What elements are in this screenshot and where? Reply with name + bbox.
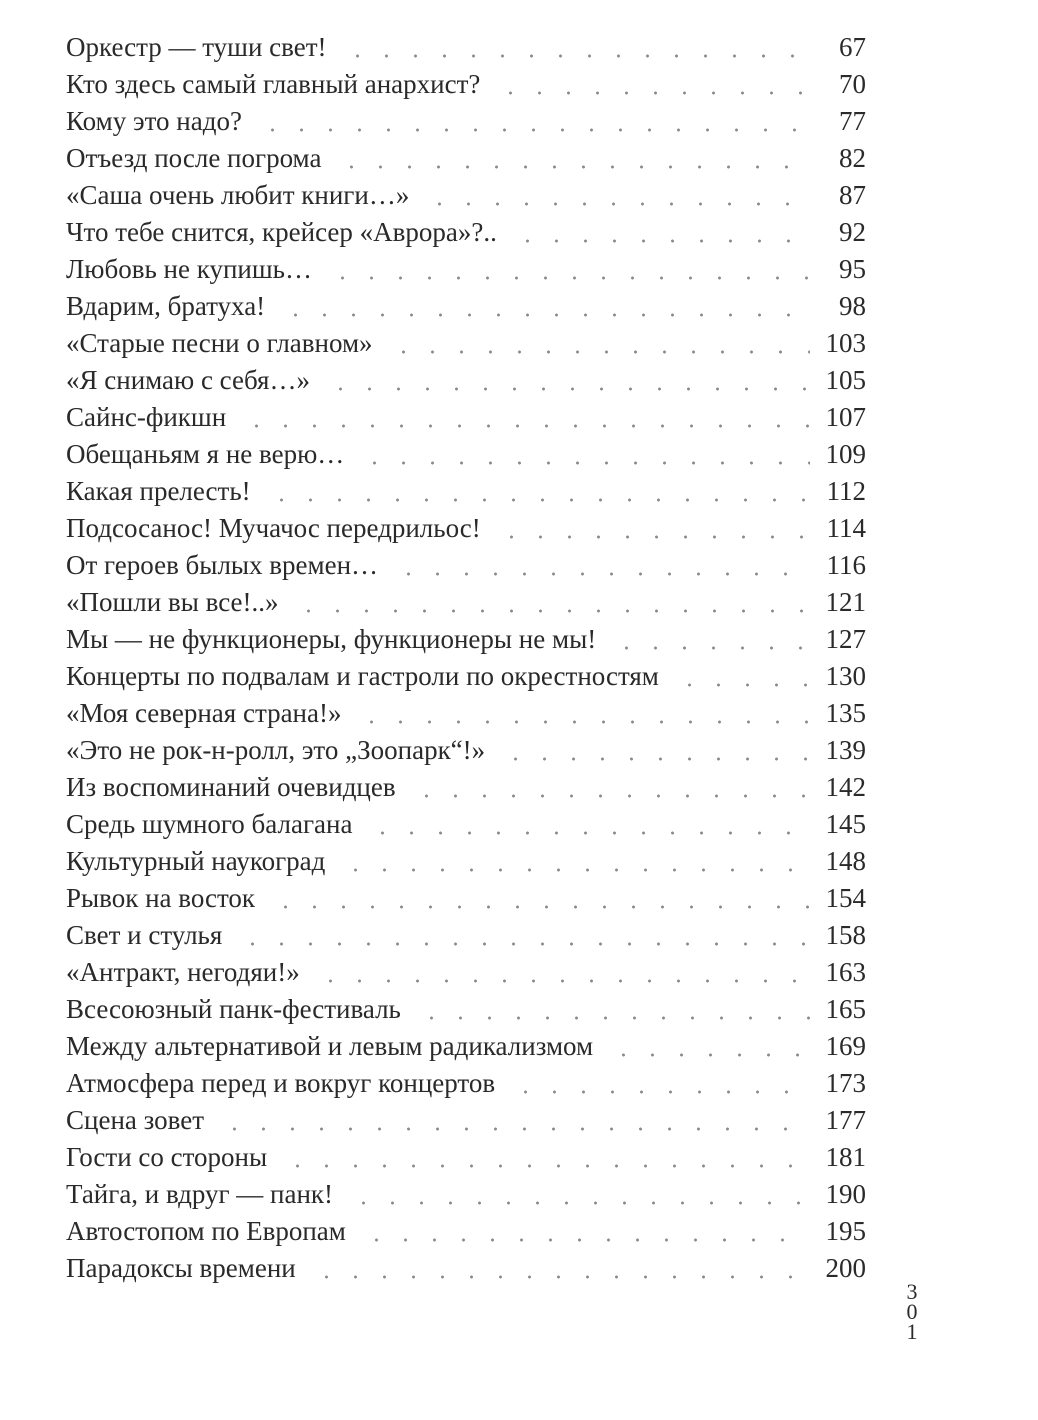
dot-leader <box>412 794 810 798</box>
toc-entry-title: Культурный наукоград <box>66 846 326 876</box>
toc-entry-page: 67 <box>839 32 866 62</box>
toc-entry-title: «Саша очень любит книги…» <box>66 180 410 210</box>
toc-entry <box>66 325 866 362</box>
dot-leader <box>362 1238 810 1242</box>
toc-entry-page: 109 <box>825 439 866 469</box>
dot-leader <box>513 239 810 243</box>
toc-entry-title: Рывок на восток <box>66 883 256 913</box>
toc-entry-title: От героев былых времен… <box>66 550 379 580</box>
toc-entry-page: 95 <box>839 254 866 284</box>
toc-entry <box>66 658 866 695</box>
toc-entry <box>66 806 866 843</box>
dot-leader <box>258 128 810 132</box>
page-number-digit: 3 <box>906 1279 918 1304</box>
toc-entry-page: 165 <box>825 994 866 1024</box>
toc-entry <box>66 584 866 621</box>
toc-entry-title: Кто здесь самый главный анархист? <box>66 69 481 99</box>
toc-entry <box>66 880 866 917</box>
toc-entry <box>66 1028 866 1065</box>
toc-entry <box>66 917 866 954</box>
toc-entry <box>66 695 866 732</box>
toc-entry-page: 148 <box>825 846 866 876</box>
toc-entry-title: Сайнс-фикшн <box>66 402 227 432</box>
dot-leader <box>242 424 810 428</box>
toc-entry-page: 142 <box>825 772 866 802</box>
toc-entry <box>66 1065 866 1102</box>
dot-leader <box>501 757 810 761</box>
toc-entry-title: Атмосфера перед и вокруг концертов <box>66 1068 496 1098</box>
toc-entry-title: Подсосанос! Мучачос передрильос! <box>66 513 481 543</box>
toc-entry-title: Автостопом по Европам <box>66 1216 346 1246</box>
toc-entry-page: 98 <box>839 291 866 321</box>
toc-entry-title: Гости со стороны <box>66 1142 268 1172</box>
toc-entry <box>66 621 866 658</box>
dot-leader <box>368 831 810 835</box>
dot-leader <box>281 313 810 317</box>
toc-entry-title: Парадоксы времени <box>66 1253 296 1283</box>
toc-entry-page: 82 <box>839 143 866 173</box>
dot-leader <box>675 683 810 687</box>
toc-entry-page: 190 <box>825 1179 866 1209</box>
toc-entry-title: Кому это надо? <box>66 106 242 136</box>
toc-entry-title: «Моя северная страна!» <box>66 698 342 728</box>
toc-entry-title: Какая прелесть! <box>66 476 251 506</box>
dot-leader <box>612 646 810 650</box>
toc-entry-title: Сцена зовет <box>66 1105 205 1135</box>
toc-entry-title: Тайга, и вдруг — панк! <box>66 1179 334 1209</box>
toc-entry-page: 135 <box>825 698 866 728</box>
toc-entry-page: 139 <box>825 735 866 765</box>
toc-entry <box>66 362 866 399</box>
toc-entry-page: 87 <box>839 180 866 210</box>
toc-entry <box>66 1102 866 1139</box>
dot-leader <box>220 1127 810 1131</box>
dot-leader <box>394 572 810 576</box>
toc-entry-title: Свет и стулья <box>66 920 223 950</box>
toc-entry-page: 181 <box>825 1142 866 1172</box>
dot-leader <box>341 868 810 872</box>
toc-entry-page: 92 <box>839 217 866 247</box>
dot-leader <box>294 609 810 613</box>
toc-entry-title: Средь шумного балагана <box>66 809 353 839</box>
dot-leader <box>271 905 810 909</box>
toc-entry-page: 163 <box>825 957 866 987</box>
toc-entry-page: 145 <box>825 809 866 839</box>
toc-entry-title: Всесоюзный панк-фестиваль <box>66 994 401 1024</box>
toc-entry <box>66 510 866 547</box>
toc-entry-page: 112 <box>826 476 866 506</box>
toc-entry <box>66 473 866 510</box>
toc-entry-title: «Это не рок-н-ролл, это „Зоопарк“!» <box>66 735 486 765</box>
page-number-digit: 0 <box>906 1299 918 1324</box>
toc-entry-page: 127 <box>825 624 866 654</box>
toc-entry-title: Отъезд после погрома <box>66 143 322 173</box>
toc-entry <box>66 769 866 806</box>
toc-entry-page: 70 <box>839 69 866 99</box>
toc-entry-page: 158 <box>825 920 866 950</box>
toc-entry-page: 121 <box>825 587 866 617</box>
toc-entry-title: Любовь не купишь… <box>66 254 312 284</box>
toc-entry-page: 169 <box>825 1031 866 1061</box>
page-number <box>900 1279 924 1344</box>
toc-entry-title: «Антракт, негодяи!» <box>66 957 300 987</box>
toc-entry <box>66 103 866 140</box>
toc-entry <box>66 177 866 214</box>
dot-leader <box>316 979 810 983</box>
toc-entry <box>66 1213 866 1250</box>
toc-entry-page: 195 <box>825 1216 866 1246</box>
toc-entry-page: 105 <box>825 365 866 395</box>
dot-leader <box>312 1275 810 1279</box>
toc-entry-title: Мы — не функционеры, функционеры не мы! <box>66 624 597 654</box>
toc-entry-page: 154 <box>825 883 866 913</box>
toc-entry <box>66 1139 866 1176</box>
toc-entry <box>66 66 866 103</box>
toc-entry <box>66 991 866 1028</box>
toc-entry <box>66 140 866 177</box>
toc-entry <box>66 547 866 584</box>
toc-entry <box>66 251 866 288</box>
dot-leader <box>496 91 810 95</box>
toc-entry-title: Что тебе снится, крейсер «Аврора»?.. <box>66 217 497 247</box>
toc-entry <box>66 1176 866 1213</box>
toc-entry <box>66 214 866 251</box>
table-of-contents <box>66 29 866 1287</box>
toc-entry-page: 173 <box>825 1068 866 1098</box>
dot-leader <box>497 535 810 539</box>
dot-leader <box>267 498 810 502</box>
toc-entry-page: 116 <box>826 550 866 580</box>
dot-leader <box>349 1201 810 1205</box>
dot-leader <box>417 1016 810 1020</box>
toc-entry-title: Вдарим, братуха! <box>66 291 266 321</box>
toc-entry <box>66 843 866 880</box>
toc-entry-title: «Я снимаю с себя…» <box>66 365 310 395</box>
toc-entry <box>66 436 866 473</box>
toc-entry-page: 130 <box>825 661 866 691</box>
dot-leader <box>238 942 810 946</box>
dot-leader <box>328 276 810 280</box>
toc-entry-title: Из воспоминаний очевидцев <box>66 772 396 802</box>
dot-leader <box>389 350 810 354</box>
toc-entry <box>66 29 866 66</box>
toc-entry-page: 77 <box>839 106 866 136</box>
toc-entry-title: Между альтернативой и левым радикализмом <box>66 1031 594 1061</box>
toc-entry-page: 114 <box>826 513 866 543</box>
dot-leader <box>326 387 810 391</box>
toc-entry-page: 177 <box>825 1105 866 1135</box>
dot-leader <box>343 54 811 58</box>
toc-entry-page: 107 <box>825 402 866 432</box>
dot-leader <box>360 461 810 465</box>
toc-entry-page: 103 <box>825 328 866 358</box>
toc-entry-title: Оркестр — туши свет! <box>66 32 327 62</box>
toc-entry-page: 200 <box>825 1253 866 1283</box>
dot-leader <box>283 1164 810 1168</box>
toc-entry-title: Концерты по подвалам и гастроли по окрестностям <box>66 661 659 691</box>
toc-entry <box>66 399 866 436</box>
toc-entry-title: «Пошли вы все!..» <box>66 587 279 617</box>
dot-leader <box>511 1090 810 1094</box>
page-number-digit: 1 <box>906 1319 918 1344</box>
toc-entry <box>66 288 866 325</box>
toc-entry <box>66 1250 866 1287</box>
dot-leader <box>425 202 810 206</box>
dot-leader <box>609 1053 810 1057</box>
toc-entry-title: Обещаньям я не верю… <box>66 439 345 469</box>
toc-entry <box>66 954 866 991</box>
dot-leader <box>337 165 810 169</box>
dot-leader <box>357 720 810 724</box>
toc-entry-title: «Старые песни о главном» <box>66 328 373 358</box>
toc-entry <box>66 732 866 769</box>
